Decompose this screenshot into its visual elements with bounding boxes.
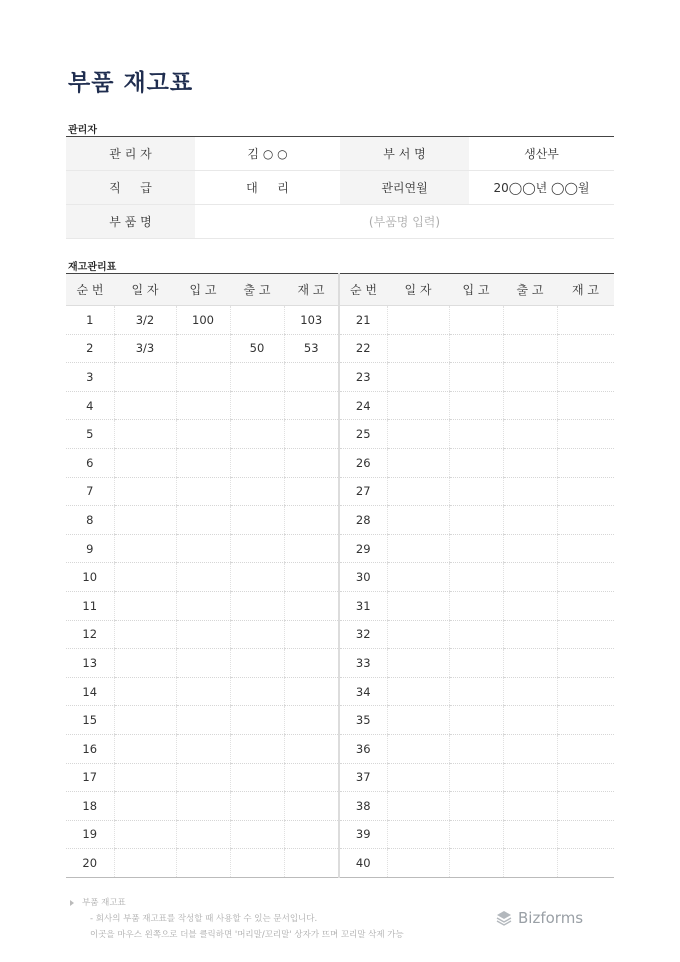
part-name-input[interactable]: (부품명 입력) [195, 205, 614, 239]
inbound-cell[interactable] [176, 706, 230, 735]
bizforms-logo [495, 909, 583, 927]
row-number-cell: 31 [339, 591, 387, 620]
date-cell[interactable] [387, 448, 449, 477]
stock-cell[interactable] [284, 420, 339, 449]
layers-icon [495, 909, 513, 927]
table-row [66, 506, 614, 535]
table-row [66, 534, 614, 563]
row-number-cell: 35 [339, 706, 387, 735]
section-label-manager: 관리자 [68, 125, 97, 136]
outbound-cell[interactable] [503, 734, 557, 763]
stock-cell[interactable]: 53 [284, 334, 339, 363]
manager-label: 관 리 자 [66, 137, 195, 171]
row-number-cell: 15 [66, 706, 114, 735]
stock-cell[interactable] [557, 620, 614, 649]
date-cell[interactable] [387, 363, 449, 392]
date-cell[interactable] [387, 506, 449, 535]
stock-cell[interactable] [557, 849, 614, 878]
row-number-cell: 21 [339, 306, 387, 335]
table-row [66, 563, 614, 592]
document-title: 부품 재고표 [68, 70, 194, 96]
date-cell[interactable] [387, 563, 449, 592]
stock-cell[interactable] [284, 391, 339, 420]
table-row [66, 448, 614, 477]
outbound-cell[interactable] [230, 363, 284, 392]
row-number-cell: 8 [66, 506, 114, 535]
inbound-cell[interactable] [449, 391, 503, 420]
inbound-cell[interactable] [176, 591, 230, 620]
stock-cell[interactable] [557, 506, 614, 535]
date-cell[interactable] [387, 706, 449, 735]
table-row [66, 763, 614, 792]
stock-cell[interactable] [557, 363, 614, 392]
outbound-cell[interactable] [503, 763, 557, 792]
row-number-cell: 28 [339, 506, 387, 535]
date-cell[interactable] [387, 820, 449, 849]
inbound-cell[interactable] [176, 792, 230, 821]
column-header: 입 고 [449, 274, 503, 306]
row-number-cell: 33 [339, 649, 387, 678]
inbound-cell[interactable] [176, 334, 230, 363]
stock-cell[interactable] [284, 734, 339, 763]
table-row [66, 334, 614, 363]
row-number-cell: 16 [66, 734, 114, 763]
column-header: 순 번 [339, 274, 387, 306]
inbound-cell[interactable] [176, 820, 230, 849]
date-cell[interactable] [114, 734, 176, 763]
inbound-cell[interactable] [449, 363, 503, 392]
row-number-cell: 12 [66, 620, 114, 649]
date-cell[interactable] [387, 391, 449, 420]
column-header: 입 고 [176, 274, 230, 306]
date-cell[interactable] [114, 792, 176, 821]
inbound-cell[interactable] [449, 334, 503, 363]
row-number-cell: 34 [339, 677, 387, 706]
table-row [66, 820, 614, 849]
row-number-cell: 26 [339, 448, 387, 477]
row-number-cell: 1 [66, 306, 114, 335]
table-row [66, 391, 614, 420]
outbound-cell[interactable] [503, 563, 557, 592]
logo-text: Bizforms [518, 909, 584, 927]
stock-cell[interactable] [557, 563, 614, 592]
row-number-cell: 37 [339, 763, 387, 792]
stock-cell[interactable] [284, 448, 339, 477]
stock-cell[interactable] [284, 620, 339, 649]
table-row [66, 420, 614, 449]
row-number-cell: 11 [66, 591, 114, 620]
date-cell[interactable] [387, 849, 449, 878]
stock-cell[interactable] [557, 706, 614, 735]
date-cell[interactable] [114, 620, 176, 649]
column-header: 재 고 [284, 274, 339, 306]
column-header: 출 고 [230, 274, 284, 306]
date-cell[interactable] [387, 620, 449, 649]
outbound-cell[interactable] [503, 620, 557, 649]
row-number-cell: 6 [66, 448, 114, 477]
date-cell[interactable] [114, 391, 176, 420]
info-row [66, 137, 614, 171]
table-row [66, 649, 614, 678]
outbound-cell[interactable] [503, 706, 557, 735]
inbound-cell[interactable] [176, 506, 230, 535]
stock-cell[interactable] [557, 734, 614, 763]
inbound-cell[interactable] [176, 477, 230, 506]
table-row [66, 792, 614, 821]
footer-desc: - 회사의 부품 재고표를 작성할 때 사용할 수 있는 문서입니다. [90, 914, 318, 924]
stock-cell[interactable] [557, 792, 614, 821]
column-header: 재 고 [557, 274, 614, 306]
outbound-cell[interactable] [230, 306, 284, 335]
outbound-cell[interactable] [230, 506, 284, 535]
outbound-cell[interactable] [230, 591, 284, 620]
inbound-cell[interactable] [449, 448, 503, 477]
row-number-cell: 24 [339, 391, 387, 420]
row-number-cell: 3 [66, 363, 114, 392]
outbound-cell[interactable] [230, 734, 284, 763]
row-number-cell: 17 [66, 763, 114, 792]
inbound-cell[interactable] [449, 792, 503, 821]
row-number-cell: 29 [339, 534, 387, 563]
table-row [66, 706, 614, 735]
date-cell[interactable] [387, 534, 449, 563]
row-number-cell: 13 [66, 649, 114, 678]
inbound-cell[interactable] [176, 363, 230, 392]
inbound-cell[interactable] [449, 734, 503, 763]
row-number-cell: 14 [66, 677, 114, 706]
inbound-cell[interactable] [176, 563, 230, 592]
table-row [66, 849, 614, 878]
rank-label: 직 급 [66, 171, 195, 205]
stock-cell[interactable] [557, 820, 614, 849]
outbound-cell[interactable] [230, 563, 284, 592]
date-cell[interactable] [387, 734, 449, 763]
inbound-cell[interactable] [176, 534, 230, 563]
outbound-cell[interactable] [503, 477, 557, 506]
stock-cell[interactable] [557, 334, 614, 363]
inbound-cell[interactable] [449, 620, 503, 649]
inbound-cell[interactable] [449, 591, 503, 620]
inbound-cell[interactable]: 100 [176, 306, 230, 335]
outbound-cell[interactable] [503, 792, 557, 821]
stock-cell[interactable] [557, 420, 614, 449]
inbound-cell[interactable] [449, 506, 503, 535]
row-number-cell: 30 [339, 563, 387, 592]
row-number-cell: 5 [66, 420, 114, 449]
inbound-cell[interactable] [176, 677, 230, 706]
stock-cell[interactable] [284, 477, 339, 506]
dept-label: 부 서 명 [340, 137, 469, 171]
outbound-cell[interactable] [230, 849, 284, 878]
row-number-cell: 25 [339, 420, 387, 449]
inbound-cell[interactable] [176, 391, 230, 420]
inbound-cell[interactable] [449, 649, 503, 678]
date-cell[interactable] [387, 763, 449, 792]
bullet-triangle-icon [70, 900, 74, 906]
outbound-cell[interactable] [230, 649, 284, 678]
inbound-cell[interactable] [176, 420, 230, 449]
row-number-cell: 40 [339, 849, 387, 878]
outbound-cell[interactable] [230, 706, 284, 735]
inbound-cell[interactable] [176, 734, 230, 763]
inbound-cell[interactable] [176, 620, 230, 649]
row-number-cell: 36 [339, 734, 387, 763]
row-number-cell: 38 [339, 792, 387, 821]
date-cell[interactable] [114, 420, 176, 449]
row-number-cell: 9 [66, 534, 114, 563]
date-cell[interactable] [387, 306, 449, 335]
outbound-cell[interactable] [503, 363, 557, 392]
inbound-cell[interactable] [449, 820, 503, 849]
date-cell[interactable] [114, 849, 176, 878]
row-number-cell: 23 [339, 363, 387, 392]
date-cell[interactable] [114, 706, 176, 735]
table-row [66, 306, 614, 335]
outbound-cell[interactable] [503, 334, 557, 363]
date-cell[interactable] [114, 477, 176, 506]
stock-cell[interactable] [284, 563, 339, 592]
part-name-label: 부 품 명 [66, 205, 195, 239]
table-row [66, 591, 614, 620]
stock-cell[interactable] [557, 448, 614, 477]
date-cell[interactable] [114, 448, 176, 477]
stock-cell[interactable] [557, 591, 614, 620]
date-cell[interactable] [114, 677, 176, 706]
table-row [66, 363, 614, 392]
table-row [66, 734, 614, 763]
row-number-cell: 20 [66, 849, 114, 878]
stock-cell[interactable] [284, 706, 339, 735]
stock-header-row [66, 274, 614, 306]
inbound-cell[interactable] [449, 763, 503, 792]
inbound-cell[interactable] [176, 448, 230, 477]
date-cell[interactable] [387, 677, 449, 706]
stock-cell[interactable] [284, 363, 339, 392]
outbound-cell[interactable] [503, 849, 557, 878]
stock-cell[interactable] [284, 763, 339, 792]
outbound-cell[interactable] [230, 448, 284, 477]
inbound-cell[interactable] [449, 306, 503, 335]
stock-cell[interactable] [284, 820, 339, 849]
date-cell[interactable] [114, 649, 176, 678]
row-number-cell: 10 [66, 563, 114, 592]
dept-value[interactable]: 생산부 [469, 137, 614, 171]
stock-cell[interactable]: 103 [284, 306, 339, 335]
section-label-stock: 재고관리표 [68, 262, 117, 273]
inbound-cell[interactable] [449, 563, 503, 592]
stock-cell[interactable] [557, 534, 614, 563]
row-number-cell: 4 [66, 391, 114, 420]
row-number-cell: 39 [339, 820, 387, 849]
inbound-cell[interactable] [176, 649, 230, 678]
outbound-cell[interactable] [503, 534, 557, 563]
outbound-cell[interactable] [503, 820, 557, 849]
outbound-cell[interactable] [230, 677, 284, 706]
rank-value[interactable]: 대 리 [195, 171, 340, 205]
outbound-cell[interactable] [230, 620, 284, 649]
stock-cell[interactable] [557, 763, 614, 792]
stock-cell[interactable] [284, 792, 339, 821]
row-number-cell: 32 [339, 620, 387, 649]
month-value[interactable]: 20◯◯년 ◯◯월 [469, 171, 614, 205]
footer-note [70, 895, 404, 943]
table-row [66, 620, 614, 649]
footer-hint: 이곳을 마우스 왼쪽으로 더블 클릭하면 '머리말/꼬리말' 상자가 뜨며 꼬리말 삭제 가능 [90, 930, 404, 940]
info-row [66, 171, 614, 205]
row-number-cell: 2 [66, 334, 114, 363]
stock-cell[interactable] [557, 649, 614, 678]
date-cell[interactable] [114, 363, 176, 392]
outbound-cell[interactable] [503, 591, 557, 620]
outbound-cell[interactable] [503, 306, 557, 335]
date-cell[interactable] [387, 591, 449, 620]
table-row [66, 477, 614, 506]
date-cell[interactable] [387, 334, 449, 363]
stock-cell[interactable] [557, 391, 614, 420]
date-cell[interactable] [114, 763, 176, 792]
stock-cell[interactable] [557, 477, 614, 506]
manager-value[interactable]: 김 ○ ○ [195, 137, 340, 171]
date-cell[interactable] [387, 792, 449, 821]
stock-cell[interactable] [557, 677, 614, 706]
date-cell[interactable] [114, 563, 176, 592]
column-header: 일 자 [387, 274, 449, 306]
stock-cell[interactable] [284, 534, 339, 563]
stock-cell[interactable] [284, 591, 339, 620]
stock-cell[interactable] [284, 506, 339, 535]
stock-cell[interactable] [557, 306, 614, 335]
table-row [66, 677, 614, 706]
outbound-cell[interactable]: 50 [230, 334, 284, 363]
date-cell[interactable] [114, 820, 176, 849]
date-cell[interactable] [114, 506, 176, 535]
outbound-cell[interactable] [503, 448, 557, 477]
date-cell[interactable] [387, 649, 449, 678]
outbound-cell[interactable] [230, 820, 284, 849]
outbound-cell[interactable] [230, 477, 284, 506]
outbound-cell[interactable] [503, 677, 557, 706]
row-number-cell: 19 [66, 820, 114, 849]
inbound-cell[interactable] [449, 534, 503, 563]
outbound-cell[interactable] [503, 649, 557, 678]
inbound-cell[interactable] [176, 763, 230, 792]
stock-cell[interactable] [284, 649, 339, 678]
outbound-cell[interactable] [230, 792, 284, 821]
row-number-cell: 27 [339, 477, 387, 506]
inbound-cell[interactable] [449, 477, 503, 506]
info-table [66, 136, 614, 239]
stock-cell[interactable] [284, 849, 339, 878]
column-header: 일 자 [114, 274, 176, 306]
info-row [66, 205, 614, 239]
inbound-cell[interactable] [176, 849, 230, 878]
row-number-cell: 22 [339, 334, 387, 363]
outbound-cell[interactable] [230, 420, 284, 449]
row-number-cell: 7 [66, 477, 114, 506]
column-header: 출 고 [503, 274, 557, 306]
outbound-cell[interactable] [230, 391, 284, 420]
stock-table [66, 273, 614, 878]
month-label: 관리연월 [340, 171, 469, 205]
outbound-cell[interactable] [230, 763, 284, 792]
stock-cell[interactable] [284, 677, 339, 706]
row-number-cell: 18 [66, 792, 114, 821]
date-cell[interactable] [114, 591, 176, 620]
column-header: 순 번 [66, 274, 114, 306]
outbound-cell[interactable] [503, 391, 557, 420]
date-cell[interactable] [387, 420, 449, 449]
outbound-cell[interactable] [503, 506, 557, 535]
date-cell[interactable] [387, 477, 449, 506]
inbound-cell[interactable] [449, 706, 503, 735]
date-cell[interactable]: 3/3 [114, 334, 176, 363]
footer-title: 부품 재고표 [82, 898, 126, 908]
date-cell[interactable]: 3/2 [114, 306, 176, 335]
inbound-cell[interactable] [449, 849, 503, 878]
outbound-cell[interactable] [230, 534, 284, 563]
inbound-cell[interactable] [449, 420, 503, 449]
date-cell[interactable] [114, 534, 176, 563]
inbound-cell[interactable] [449, 677, 503, 706]
outbound-cell[interactable] [503, 420, 557, 449]
